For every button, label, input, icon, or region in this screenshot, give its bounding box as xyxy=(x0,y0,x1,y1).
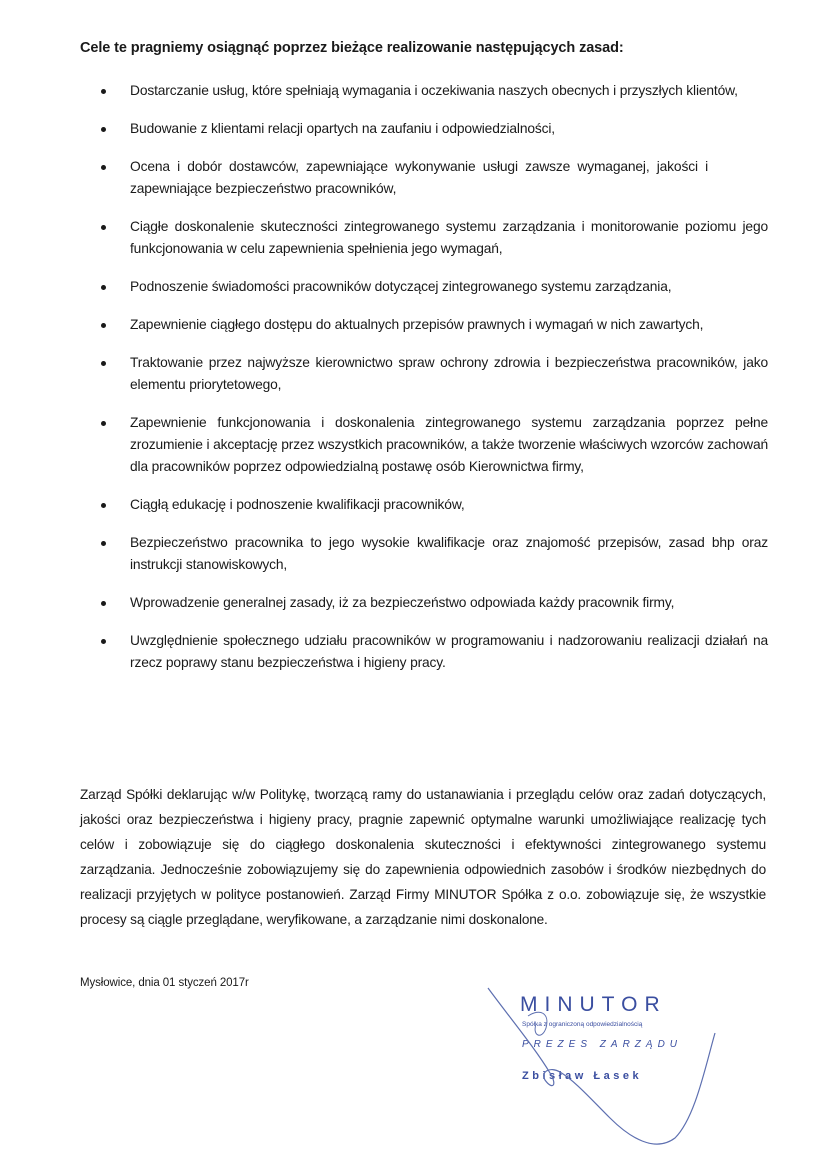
list-item-text: Ocena i dobór dostawców, zapewniające wykonywanie usługi zawsze wymaganej, jakości i zapewniające bezpieczeństwo pracowników, xyxy=(130,159,708,196)
stamp-company-subtitle: Spółka z ograniczoną odpowiedzialnością xyxy=(522,1021,643,1028)
list-item-text: Ciągłe doskonalenie skuteczności zintegrowanego systemu zarządzania i monitorowanie poziomu jego funkcjonowania w celu zapewnienia spełnienia jego wymagań, xyxy=(130,219,768,256)
list-item xyxy=(78,156,768,200)
company-stamp-signature xyxy=(480,978,730,1158)
bullet-icon xyxy=(101,323,106,328)
stamp-role: PREZES ZARZĄDU xyxy=(522,1039,683,1050)
list-item-text: Podnoszenie świadomości pracowników dotyczącej zintegrowanego systemu zarządzania, xyxy=(130,279,672,294)
bullet-icon xyxy=(101,285,106,290)
list-item xyxy=(78,630,768,674)
list-item-text: Uwzględnienie społecznego udziału pracowników w programowaniu i nadzorowaniu realizacji działań na rzecz poprawy stanu bezpieczeństwa i higieny pracy. xyxy=(130,633,768,670)
list-item xyxy=(78,80,768,102)
place-and-date: Mysłowice, dnia 01 styczeń 2017r xyxy=(80,977,249,989)
list-item-text: Traktowanie przez najwyższe kierownictwo spraw ochrony zdrowia i bezpieczeństwa pracowników, jako elementu priorytetowego, xyxy=(130,355,768,392)
list-item xyxy=(78,412,768,478)
list-item-text: Ciągłą edukację i podnoszenie kwalifikacji pracowników, xyxy=(130,497,465,512)
list-item-text: Zapewnienie ciągłego dostępu do aktualnych przepisów prawnych i wymagań w nich zawartych, xyxy=(130,317,704,332)
section-heading: Cele te pragniemy osiągnąć poprzez bieżące realizowanie następujących zasad: xyxy=(80,40,624,56)
list-item xyxy=(78,216,768,260)
bullet-icon xyxy=(101,541,106,546)
bullet-icon xyxy=(101,89,106,94)
list-item-text: Zapewnienie funkcjonowania i doskonalenia zintegrowanego systemu zarządzania poprzez pełne zrozumienie i akceptację przez wszystkich pracowników, a także tworzenie właściwych wzorców zachowań dla pracowników poprzez odpowiedzialną postawę osób Kierownictwa firmy, xyxy=(130,415,768,474)
bullet-icon xyxy=(101,225,106,230)
bullet-icon xyxy=(101,601,106,606)
bullet-icon xyxy=(101,503,106,508)
principles-list xyxy=(78,76,768,674)
list-item-text: Dostarczanie usług, które spełniają wymagania i oczekiwania naszych obecnych i przyszłych klientów, xyxy=(130,83,738,98)
bullet-icon xyxy=(101,361,106,366)
list-item xyxy=(78,592,768,614)
policy-declaration-paragraph: Zarząd Spółki deklarując w/w Politykę, tworzącą ramy do ustanawiania i przeglądu celów oraz zadań dotyczących, jakości oraz bezpieczeństwa i higieny pracy, pragnie zapewnić optymalne warunki umożliwiające realizację tych celów i zobowiązuje się do ciągłego doskonalenia skuteczności i efektywności zintegrowanego systemu zarządzania. Jednocześnie zobowiązujemy się do zapewnienia odpowiednich zasobów i środków niezbędnych do realizacji przyjętych w polityce postanowień. Zarząd Firmy MINUTOR Spółka z o.o. zobowiązuje się, że wszystkie procesy są ciągle przeglądane, weryfikowane, a zarządzanie nimi doskonalone. xyxy=(80,787,766,927)
list-item xyxy=(78,352,768,396)
list-item-text: Bezpieczeństwo pracownika to jego wysokie kwalifikacje oraz znajomość przepisów, zasad bhp oraz instrukcji stanowiskowych, xyxy=(130,535,768,572)
list-item xyxy=(78,314,768,336)
bullet-icon xyxy=(101,639,106,644)
bullet-icon xyxy=(101,127,106,132)
list-item-text: Budowanie z klientami relacji opartych na zaufaniu i odpowiedzialności, xyxy=(130,121,555,136)
list-item-text: Wprowadzenie generalnej zasady, iż za bezpieczeństwo odpowiada każdy pracownik firmy, xyxy=(130,595,675,610)
list-item xyxy=(78,118,768,140)
list-item xyxy=(78,276,768,298)
bullet-icon xyxy=(101,421,106,426)
list-item xyxy=(78,532,768,576)
bullet-icon xyxy=(101,165,106,170)
stamp-company-name: MINUTOR xyxy=(520,993,667,1016)
list-item xyxy=(78,494,768,516)
stamp-signatory-name: Zbisław Łasek xyxy=(522,1070,643,1082)
